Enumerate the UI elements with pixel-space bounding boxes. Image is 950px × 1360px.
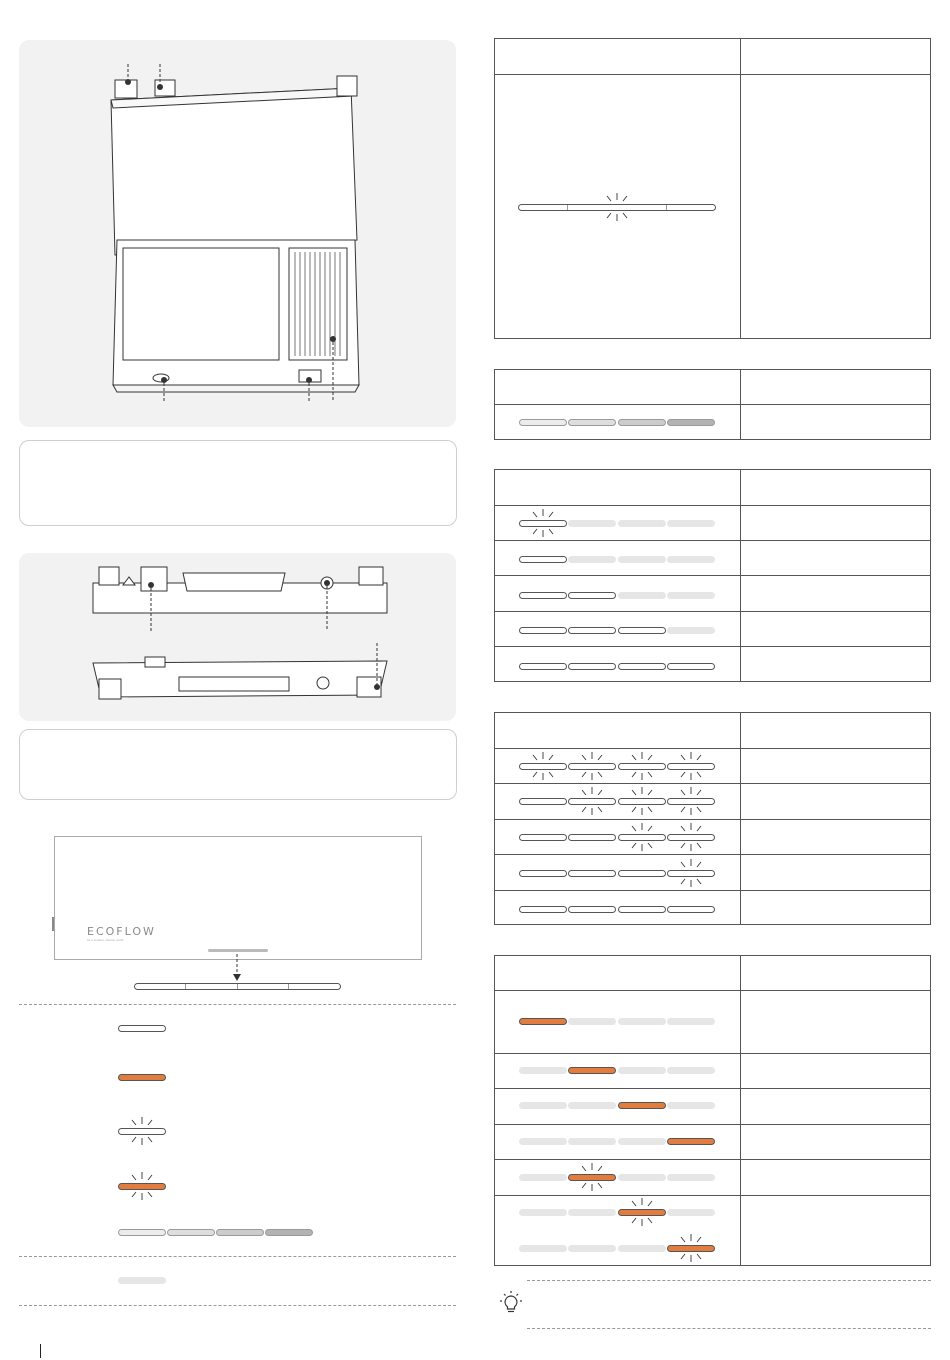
page-number-mark (40, 1344, 41, 1358)
led-segment-off (519, 1102, 567, 1109)
led-segment-on (519, 906, 567, 913)
ecoflow-tagline: for a smarter, cleaner world (87, 938, 124, 942)
led-segment-off (519, 1245, 567, 1252)
led-segment-on (519, 592, 567, 599)
led-segment-off (568, 1209, 616, 1216)
led-segment-orange (667, 1138, 715, 1145)
blink-rays-icon (669, 749, 713, 783)
battery-open-figure (19, 40, 456, 427)
led-segment-on (618, 663, 666, 670)
blink-rays-icon (620, 749, 664, 783)
led-segment-on (519, 663, 567, 670)
led-segment-on (618, 906, 666, 913)
status-table (494, 38, 931, 339)
led-segment-off (568, 1102, 616, 1109)
status-row-desc (741, 75, 931, 339)
led-segment-on (568, 592, 616, 599)
led-segment-gradient (167, 1229, 215, 1236)
led-segment-off (568, 1138, 616, 1145)
led-segment-off (568, 1018, 616, 1025)
led-segment-on (618, 870, 666, 877)
battery-side-figure (19, 553, 456, 721)
charge-level-table (494, 469, 931, 682)
blink-rays-icon (620, 820, 664, 854)
led-segment-off (519, 1174, 567, 1181)
status-header-desc (741, 39, 931, 75)
blink-rays-icon (120, 1169, 164, 1203)
tip-bottom-rule (527, 1328, 931, 1329)
led-segment-on (618, 627, 666, 634)
blink-rays-icon (120, 1114, 164, 1148)
status-header-pattern (495, 39, 741, 75)
led-segment-off (618, 1245, 666, 1252)
blink-rays-icon (570, 749, 614, 783)
led-segment-gradient (216, 1229, 264, 1236)
led-segment-off (618, 1138, 666, 1145)
led-segment-on (519, 556, 567, 563)
led-segment-off (667, 1018, 715, 1025)
front-panel-side-mark (52, 917, 54, 931)
charging-table (494, 712, 931, 925)
blink-rays-icon (570, 784, 614, 818)
indicator-strip-enlarged (134, 983, 341, 990)
blink-rays-icon (669, 820, 713, 854)
led-segment-orange (118, 1074, 166, 1081)
led-segment-off (568, 1245, 616, 1252)
arrow-down-icon (228, 952, 248, 982)
led-segment-off (618, 1018, 666, 1025)
led-segment-on (519, 798, 567, 805)
legend-bottom-rule (19, 1305, 456, 1306)
ecoflow-logo: ECOFLOW (87, 925, 156, 938)
legend-mid-rule (19, 1256, 456, 1257)
battery-front-panel (54, 836, 422, 960)
blink-rays-icon (521, 749, 565, 783)
led-segment-on (667, 906, 715, 913)
led-segment-gradient (519, 419, 567, 426)
led-segment-orange (568, 1067, 616, 1074)
led-segment-on (519, 627, 567, 634)
led-segment-off (618, 1067, 666, 1074)
led-segment-gradient (265, 1229, 313, 1236)
led-segment-off (667, 1067, 715, 1074)
blink-rays-icon (620, 784, 664, 818)
led-segment-orange (618, 1102, 666, 1109)
led-segment-off (667, 1174, 715, 1181)
led-segment-off (519, 1209, 567, 1216)
led-segment-gradient (568, 419, 616, 426)
blink-rays-icon (669, 784, 713, 818)
legend-top-rule (19, 1004, 456, 1005)
blink-rays-icon (521, 506, 565, 540)
led-segment-on (519, 870, 567, 877)
led-segment-on (519, 834, 567, 841)
led-segment-off (519, 1138, 567, 1145)
battery-side-illustration (19, 553, 456, 721)
battery-open-illustration (19, 40, 456, 427)
led-segment-off (519, 1067, 567, 1074)
led-segment-orange (519, 1018, 567, 1025)
led-segment-off (618, 1174, 666, 1181)
led-segment-off (118, 1277, 166, 1284)
led-segment-off (667, 627, 715, 634)
led-segment-on (568, 627, 616, 634)
led-segment-off (667, 1209, 715, 1216)
led-segment-off (618, 592, 666, 599)
lightbulb-icon (498, 1290, 524, 1316)
led-segment-on (568, 663, 616, 670)
led-segment-gradient (618, 419, 666, 426)
tip-top-rule (527, 1280, 931, 1281)
led-segment-off (568, 520, 616, 527)
led-segment-on (568, 834, 616, 841)
blink-rays-icon (669, 1231, 713, 1265)
blink-rays-icon (595, 190, 639, 224)
led-segment-off (667, 592, 715, 599)
led-segment-off (568, 556, 616, 563)
led-segment-on (568, 870, 616, 877)
gradient-table (494, 369, 931, 440)
led-segment-off (618, 556, 666, 563)
led-segment-gradient (118, 1229, 166, 1236)
note-box-1 (19, 440, 457, 526)
fault-table (494, 955, 931, 1266)
led-segment-off (667, 556, 715, 563)
blink-rays-icon (570, 1160, 614, 1194)
blink-rays-icon (669, 856, 713, 890)
led-segment-off (618, 520, 666, 527)
blink-rays-icon (620, 1195, 664, 1229)
led-segment-off (667, 520, 715, 527)
led-segment-on (568, 906, 616, 913)
led-segment-on (118, 1025, 166, 1032)
led-segment-off (667, 1102, 715, 1109)
led-segment-gradient (667, 419, 715, 426)
led-segment-on (667, 663, 715, 670)
note-box-2 (19, 729, 457, 800)
